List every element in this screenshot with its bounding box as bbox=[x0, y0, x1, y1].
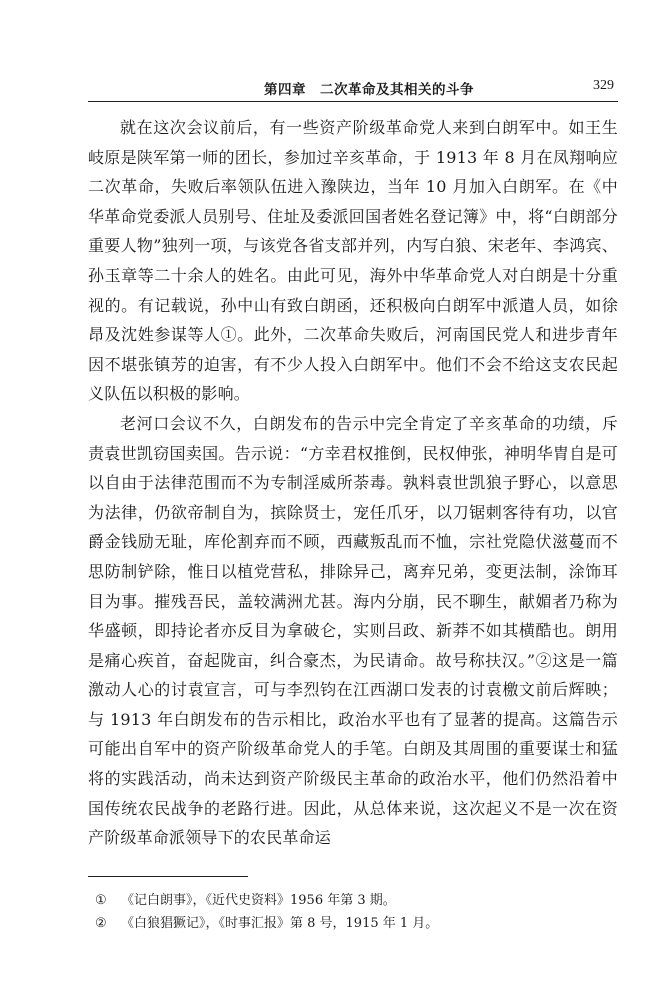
footnote-mark: ① bbox=[95, 893, 107, 908]
footnote-text: 《记白朗事》，《近代史资料》1956 年第 3 期。 bbox=[121, 893, 396, 908]
footnote-text: 《白狼猖獗记》，《时事汇报》第 8 号，1915 年 1 月。 bbox=[121, 916, 439, 931]
footnote-rule bbox=[88, 876, 248, 877]
chapter-title: 第四章 二次革命及其相关的斗争 bbox=[264, 82, 474, 98]
page-number: 329 bbox=[593, 78, 614, 93]
footnote-mark: ② bbox=[95, 916, 107, 931]
body-text bbox=[88, 113, 618, 853]
footnotes bbox=[95, 889, 615, 935]
running-header bbox=[88, 78, 618, 98]
footnote bbox=[95, 912, 615, 935]
header-rule bbox=[88, 101, 618, 102]
paragraph: 老河口会议不久，白朗发布的告示中完全肯定了辛亥革命的功绩，斥责袁世凯窃国卖国。告示说：“方幸君权推倒，民权伸张，神明华胄自是可以自由于法律范围而不为专制淫威所荼毒。孰料袁世凯狼子野心，以意思为法律，仍欲帝制自为，摈除贤士，宠任爪牙，以刀锯刺客待有功，以官爵金钱励无耻，库伦割弃而不顾，西藏叛乱而不恤，宗社党隐伏滋蔓而不思防制铲除，惟日以植党营私，排除异己，离弃兄弟，变更法制，涂饰耳目为事。摧残吾民，盖较满洲尤甚。海内分崩，民不聊生，献媚者乃称为华盛顿，即持论者亦反目为拿破仑，实则吕政、新莽不如其横酷也。朗用是痛心疾首，奋起陇亩，纠合豪杰，为民请命。故号称扶汉。”②这是一篇激动人心的讨袁宣言，可与李烈钧在江西湖口发表的讨袁檄文前后辉映；与 1913 年白朗发布的告示相比，政治水平也有了显著的提高。这篇告示可能出自军中的资产阶级革命党人的手笔。白朗及其周围的重要谋士和猛将的实践活动，尚未达到资产阶级民主革命的政治水平，他们仍然沿着中国传统农民战争的老路行进。因此，从总体来说，这次起义不是一次在资产阶级革命派领导下的农民革命运 bbox=[88, 413, 618, 848]
paragraph: 就在这次会议前后，有一些资产阶级革命党人来到白朗军中。如王生岐原是陕军第一师的团长，参加过辛亥革命，于 1913 年 8 月在凤翔响应二次革命，失败后率领队伍进入豫陕边，当年 10 月加入白朗军。在《中华革命党委派人员别号、住址及委派回国者姓名登记簿》中，将“白朗部分重要人物”独列一项，与该党各省支部并列，内写白狼、宋老年、李鸿宾、孙玉章等二十余人的姓名。由此可见，海外中华革命党人对白朗是十分重视的。有记载说，孙中山有致白朗函，还积极向白朗军中派遣人员，如徐昂及沈姓参谋等人①。此外，二次革命失败后，河南国民党人和进步青年因不堪张镇芳的迫害，有不少人投入白朗军中。他们不会不给这支农民起义队伍以积极的影响。 bbox=[88, 118, 618, 404]
footnote bbox=[95, 889, 615, 912]
